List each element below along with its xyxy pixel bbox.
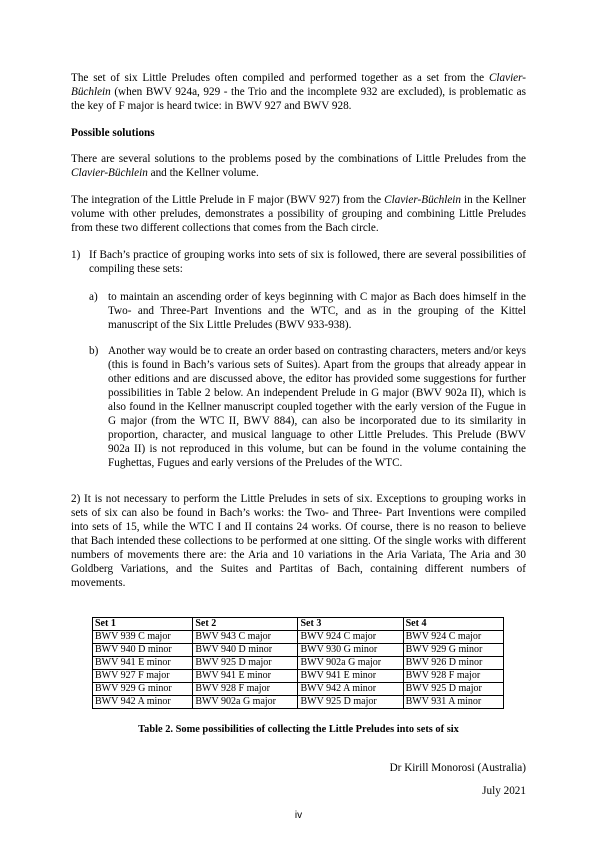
author-signature: Dr Kirill Monorosi (Australia): [389, 762, 526, 774]
text-run: in the Kellner volume with other preludes, demonstrates a possibility of grouping and combining Little Preludes from these two different collections that comes from the Bach circle.: [71, 194, 526, 234]
list-item-text: If Bach’s practice of grouping works into sets of six is followed, there are several possibilities of compiling these sets:: [89, 249, 526, 275]
table-cell: BWV 941 E minor: [93, 657, 193, 670]
table-cell: BWV 930 G minor: [298, 644, 403, 657]
text-run: There are several solutions to the problems posed by the combinations of Little Preludes from the: [71, 153, 526, 165]
date-line: July 2021: [482, 785, 526, 797]
intro-paragraph: [71, 71, 526, 113]
table-cell: BWV 924 C major: [403, 631, 503, 644]
table-cell: BWV 942 A minor: [93, 696, 193, 709]
table-cell: BWV 925 D major: [193, 657, 298, 670]
sub-item-text: Another way would be to create an order based on contrasting characters, meters and/or keys (this is found in Bach’s various sets of Suites). Apart from the groups that already appear in other editions and are discussed above, the editor has provided some suggestions for further possibilities in Table 2 below. An independent Prelude in G major (BWV 902a II), which is also found in the Kellner manuscript coupled together with the early version of the Fugue in G major (from the WTC II, BWV 884), can also be incorporated due to its similarity in proportion, character, and musical language to other Little Preludes. This Prelude (BWV 902a II) is not reproduced in this volume, but can be found in the volume containing the Fughettas, Fugues and early versions of the Preludes of the WTC.: [108, 345, 526, 469]
sub-item-label: a): [89, 291, 98, 303]
table-cell: BWV 940 D minor: [193, 644, 298, 657]
column-header: Set 4: [403, 618, 503, 631]
sub-item-b: [89, 344, 526, 470]
column-header: Set 1: [93, 618, 193, 631]
table-cell: BWV 941 E minor: [193, 670, 298, 683]
table-cell: BWV 925 D major: [403, 683, 503, 696]
column-header: Set 2: [193, 618, 298, 631]
table-cell: BWV 939 C major: [93, 631, 193, 644]
text-run: The integration of the Little Prelude in F major (BWV 927) from the: [71, 194, 385, 206]
table-row: [93, 696, 504, 709]
table-caption: Table 2. Some possibilities of collecting the Little Preludes into sets of six: [138, 724, 459, 735]
sub-item-a: [89, 290, 526, 332]
list-number: 1): [71, 249, 81, 261]
page-number: iv: [294, 810, 303, 821]
table-cell: BWV 929 G minor: [93, 683, 193, 696]
italic-title: Clavier-Büchlein: [384, 194, 461, 206]
integration-paragraph: [71, 193, 526, 235]
exceptions-paragraph: 2) It is not necessary to perform the Little Preludes in sets of six. Exceptions to grouping works in sets of six can also be found in Bach’s works: the Two- and Three- Part Inventions were compiled into sets of 15, while the WTC I and II contains 24 works. Of course, there is no reason to believe that Bach intended these collections to be performed at one sitting. Of the single works with different numbers of movements there are: the Aria and 10 variations in the Aria Variata, The Aria and 30 Goldberg Variations, and the Suites and Partitas of Bach, containing different numbers of movements.: [71, 493, 526, 589]
table-row: [93, 631, 504, 644]
table-cell: BWV 926 D minor: [403, 657, 503, 670]
table-cell: BWV 902a G major: [193, 696, 298, 709]
italic-title: Clavier-Büchlein: [71, 167, 148, 179]
table-row: [93, 670, 504, 683]
table-cell: BWV 929 G minor: [403, 644, 503, 657]
section-heading: Possible solutions: [71, 127, 155, 139]
table-cell: BWV 931 A minor: [403, 696, 503, 709]
table-cell: BWV 942 A minor: [298, 683, 403, 696]
sub-item-label: b): [89, 345, 99, 357]
table-cell: BWV 941 E minor: [298, 670, 403, 683]
solutions-paragraph: [71, 152, 526, 180]
italic-title: Clavier-Büchlein: [71, 72, 526, 98]
table-cell: BWV 928 F major: [193, 683, 298, 696]
table-cell: BWV 943 C major: [193, 631, 298, 644]
table-cell: BWV 940 D minor: [93, 644, 193, 657]
table-cell: BWV 928 F major: [403, 670, 503, 683]
list-item-1: [71, 248, 526, 276]
column-header: Set 3: [298, 618, 403, 631]
text-run: (when BWV 924a, 929 - the Trio and the incomplete 932 are excluded), is problematic as the key of F major is heard twice: in BWV 927 and BWV 928.: [71, 86, 526, 112]
table-row: [93, 683, 504, 696]
text-run: The set of six Little Preludes often compiled and performed together as a set from the: [71, 72, 489, 84]
table-cell: BWV 902a G major: [298, 657, 403, 670]
table-cell: BWV 925 D major: [298, 696, 403, 709]
table-row: [93, 644, 504, 657]
text-run: and the Kellner volume.: [147, 167, 259, 179]
table-cell: BWV 924 C major: [298, 631, 403, 644]
table-cell: BWV 927 F major: [93, 670, 193, 683]
table-header-row: [93, 618, 504, 631]
sets-table: [92, 617, 504, 709]
sub-item-text: to maintain an ascending order of keys beginning with C major as Bach does himself in the Two- and Three-Part Inventions and the WTC, and as in the grouping of the Kittel manuscript of the Six Little Preludes (BWV 933-938).: [108, 291, 526, 331]
table-row: [93, 657, 504, 670]
